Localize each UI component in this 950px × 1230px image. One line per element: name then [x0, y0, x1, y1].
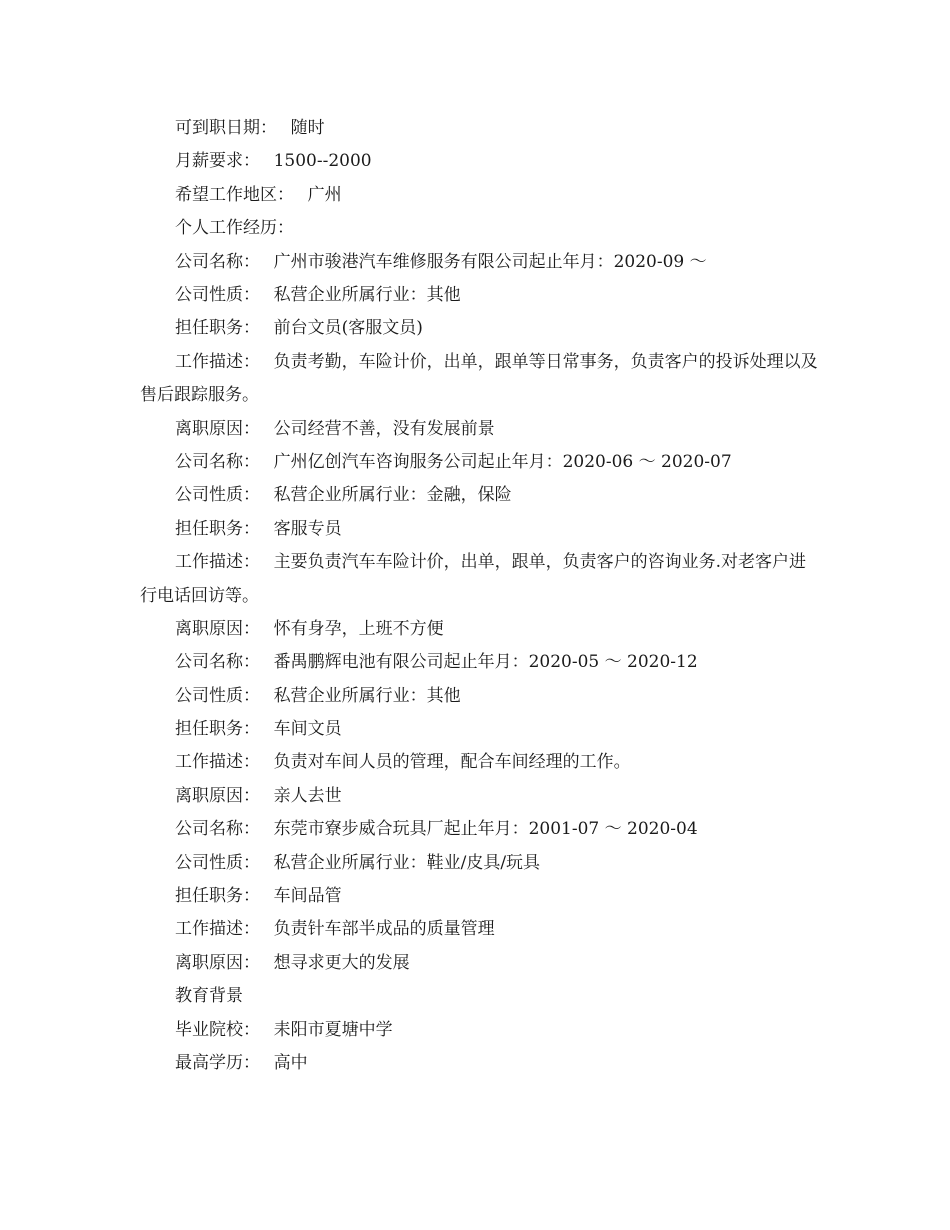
job-entry [140, 646, 820, 813]
position-value: 车间文员 [273, 719, 342, 740]
school-label: 毕业院校： [175, 1019, 260, 1040]
reason-label: 离职原因： [175, 618, 260, 639]
company-value: 番禺鹏辉电池有限公司起止年月：2020-05 ～ 2020-12 [273, 652, 698, 673]
description-value: 主要负责汽车车险计价，出单，跟单，负责客户的咨询业务.对老客户进行电话回访等。 [140, 552, 806, 606]
nature-value: 私营企业所属行业：其他 [273, 685, 461, 706]
position-label: 担任职务： [175, 518, 260, 539]
company-label: 公司名称： [175, 251, 260, 272]
reason-label: 离职原因： [175, 418, 260, 439]
company-row [140, 646, 820, 679]
location-row [140, 179, 820, 212]
available-date-label: 可到职日期： [175, 118, 277, 138]
school-row [140, 1014, 820, 1047]
degree-value: 高中 [273, 1053, 308, 1074]
position-value: 车间品管 [273, 886, 342, 907]
company-row [140, 446, 820, 479]
reason-row [140, 613, 820, 646]
job-entry [140, 446, 820, 646]
company-value: 东莞市寮步威合玩具厂起止年月：2001-07 ～ 2020-04 [273, 819, 698, 840]
company-row [140, 246, 820, 279]
reason-value: 亲人去世 [273, 785, 342, 806]
education-heading: 教育背景 [175, 986, 243, 1007]
reason-value: 公司经营不善，没有发展前景 [273, 418, 495, 439]
position-label: 担任职务： [175, 318, 260, 339]
position-row [140, 513, 820, 546]
description-row [140, 913, 820, 946]
position-row [140, 880, 820, 913]
description-value: 负责考勤，车险计价，出单，跟单等日常事务，负责客户的投诉处理以及售后跟踪服务。 [140, 351, 818, 406]
reason-row [140, 780, 820, 813]
position-row [140, 713, 820, 746]
salary-row [140, 145, 820, 178]
description-label: 工作描述： [175, 752, 260, 773]
available-date-row [140, 112, 820, 145]
salary-value: 1500--2000 [273, 151, 372, 172]
description-value: 负责针车部半成品的质量管理 [273, 919, 495, 940]
reason-row [140, 413, 820, 446]
reason-value: 想寻求更大的发展 [273, 952, 410, 973]
degree-label: 最高学历： [175, 1053, 260, 1074]
nature-row [140, 279, 820, 312]
nature-value: 私营企业所属行业：鞋业/皮具/玩具 [273, 852, 541, 873]
available-date-value: 随时 [290, 118, 325, 138]
reason-label: 离职原因： [175, 952, 260, 973]
job-entry [140, 813, 820, 980]
position-row [140, 312, 820, 345]
description-value: 负责对车间人员的管理，配合车间经理的工作。 [273, 752, 631, 773]
nature-label: 公司性质： [175, 852, 260, 873]
location-value: 广州 [307, 184, 342, 205]
reason-value: 怀有身孕，上班不方便 [273, 618, 444, 639]
description-row [140, 746, 820, 779]
company-label: 公司名称： [175, 652, 260, 673]
company-label: 公司名称： [175, 451, 260, 472]
nature-label: 公司性质： [175, 284, 260, 305]
school-value: 耒阳市夏塘中学 [273, 1019, 393, 1040]
company-value: 广州亿创汽车咨询服务公司起止年月：2020-06 ～ 2020-07 [273, 451, 732, 472]
description-row [140, 546, 820, 613]
reason-label: 离职原因： [175, 785, 260, 806]
nature-row [140, 680, 820, 713]
degree-row [140, 1047, 820, 1080]
position-label: 担任职务： [175, 719, 260, 740]
position-value: 客服专员 [273, 518, 342, 539]
nature-row [140, 847, 820, 880]
reason-row [140, 947, 820, 980]
company-label: 公司名称： [175, 819, 260, 840]
description-label: 工作描述： [175, 919, 260, 940]
description-label: 工作描述： [175, 351, 260, 372]
experience-heading: 个人工作经历： [175, 218, 294, 239]
resume-body [140, 112, 820, 1080]
description-label: 工作描述： [175, 552, 260, 573]
nature-value: 私营企业所属行业：金融，保险 [273, 485, 512, 506]
position-value: 前台文员(客服文员) [273, 318, 423, 339]
company-value: 广州市骏港汽车维修服务有限公司起止年月：2020-09 ～ [273, 251, 707, 272]
job-entry [140, 246, 820, 446]
nature-label: 公司性质： [175, 485, 260, 506]
salary-label: 月薪要求： [175, 151, 260, 172]
description-row [140, 346, 820, 413]
nature-row [140, 479, 820, 512]
nature-label: 公司性质： [175, 685, 260, 706]
position-label: 担任职务： [175, 886, 260, 907]
company-row [140, 813, 820, 846]
nature-value: 私营企业所属行业：其他 [273, 284, 461, 305]
location-label: 希望工作地区： [175, 184, 294, 205]
